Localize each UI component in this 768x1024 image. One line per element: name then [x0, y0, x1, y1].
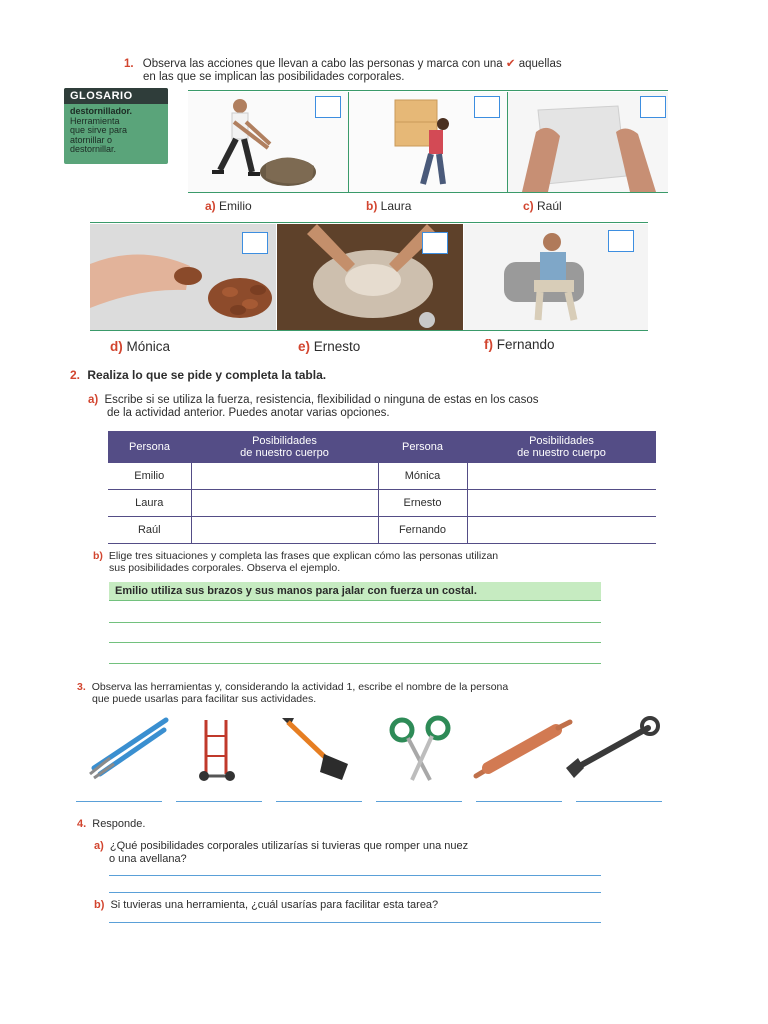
tool-answer-line[interactable] [376, 801, 462, 802]
q2b-text: Elige tres situaciones y completa las frases que explican cómo las personas utilizan [108, 550, 499, 562]
tool-answer-line[interactable] [276, 801, 362, 802]
writing-line[interactable] [109, 922, 601, 923]
header-line: Posibilidades [252, 435, 317, 447]
table-cell-persona: Emilio [108, 463, 191, 490]
checkbox-laura[interactable] [474, 96, 500, 118]
q1-text-line1-after: aquellas [518, 58, 562, 70]
header-posibilidades [191, 431, 378, 463]
caption-letter: a) [205, 199, 216, 213]
header-persona: Persona [378, 431, 467, 463]
glossary-title: GLOSARIO [64, 88, 168, 104]
caption-name: Fernando [496, 337, 555, 352]
q4a-text: ¿Qué posibilidades corporales utilizarías si tuvieras que romper una nuez [109, 840, 469, 852]
q2b-line2: sus posibilidades corporales. Observa el ejemplo. [109, 562, 341, 574]
writing-line[interactable] [109, 875, 601, 876]
scissors-icon [388, 714, 454, 784]
glossary-def-line: atornillar o [70, 134, 113, 145]
q4b-line1 [94, 899, 438, 912]
header-persona: Persona [108, 431, 191, 463]
caption-letter: d) [110, 339, 123, 354]
glossary-def-line: Herramienta [70, 115, 120, 126]
q3-line2: que puede usarlas para facilitar sus actividades. [92, 693, 317, 705]
table-cell-persona: Raúl [108, 517, 191, 544]
checkbox-fernando[interactable] [608, 230, 634, 252]
glossary-term: destornillador. [70, 106, 133, 116]
table-cell-input[interactable] [467, 490, 656, 517]
header-line: Posibilidades [529, 435, 594, 447]
writing-line[interactable] [109, 600, 601, 601]
row1-top-line [188, 90, 668, 91]
glossary-box [64, 88, 168, 164]
caption-d [110, 339, 170, 354]
shovel-icon [276, 712, 356, 784]
checkbox-raul[interactable] [640, 96, 666, 118]
table-cell-persona: Laura [108, 490, 191, 517]
caption-name: Mónica [126, 339, 171, 354]
table-row [108, 490, 656, 517]
q2b-letter: b) [93, 550, 103, 562]
table-cell-input[interactable] [467, 517, 656, 544]
caption-letter: b) [366, 199, 378, 213]
tongs-icon [80, 712, 172, 782]
possibilities-table [108, 431, 656, 544]
wrench-icon [562, 716, 662, 782]
q4b-letter: b) [94, 899, 105, 911]
tool-answer-line[interactable] [176, 801, 262, 802]
row1-bottom-line [188, 192, 668, 193]
q2a-line1 [88, 394, 538, 407]
hand-truck-icon [194, 716, 242, 784]
checkbox-monica[interactable] [242, 232, 268, 254]
q3-number: 3. [77, 681, 86, 693]
q4b-text: Si tuvieras una herramienta, ¿cuál usarías para facilitar esta tarea? [110, 899, 439, 911]
q2a-line2: de la actividad anterior. Puedes anotar varias opciones. [107, 407, 390, 419]
q4a-line2: o una avellana? [109, 853, 187, 865]
caption-letter: f) [484, 337, 493, 352]
caption-name: Ernesto [313, 339, 361, 354]
q4a-letter: a) [94, 840, 104, 852]
caption-name: Laura [380, 199, 412, 213]
q1-instruction [124, 58, 562, 71]
writing-line[interactable] [109, 892, 601, 893]
tool-answer-line[interactable] [76, 801, 162, 802]
caption-name: Raúl [537, 199, 562, 213]
q3-line1 [77, 681, 508, 693]
table-row [108, 463, 656, 490]
example-sentence: Emilio utiliza sus brazos y sus manos para jalar con fuerza un costal. [109, 582, 601, 600]
row2-top-line [90, 222, 648, 223]
caption-c [523, 199, 562, 213]
q2-number: 2. [70, 368, 81, 382]
check-icon: ✔ [505, 58, 516, 70]
writing-line[interactable] [109, 622, 601, 623]
table-cell-input[interactable] [191, 517, 378, 544]
q2a-letter: a) [88, 394, 99, 406]
table-row [108, 517, 656, 544]
glossary-def-line: que sirve para [70, 125, 128, 135]
q4-title-text: Responde. [92, 818, 146, 830]
caption-e [298, 339, 360, 354]
glossary-def-line: destornillar. [70, 144, 117, 154]
q1-text-line2: en las que se implican las posibilidades corporales. [143, 71, 405, 83]
header-line: de nuestro cuerpo [517, 447, 606, 459]
q2-title [70, 369, 326, 382]
q3-text: Observa las herramientas y, considerando la actividad 1, escribe el nombre de la persona [91, 681, 509, 693]
tool-answer-line[interactable] [476, 801, 562, 802]
caption-b [366, 199, 411, 213]
caption-name: Emilio [219, 199, 252, 213]
caption-a [205, 199, 252, 213]
q4-number: 4. [77, 818, 87, 830]
writing-line[interactable] [109, 642, 601, 643]
q4a-line1 [94, 840, 468, 853]
checkbox-emilio[interactable] [315, 96, 341, 118]
rolling-pin-icon [470, 716, 576, 784]
caption-f [484, 337, 555, 352]
table-cell-input[interactable] [191, 490, 378, 517]
caption-letter: c) [523, 199, 534, 213]
header-posibilidades [467, 431, 656, 463]
row2-bottom-line [90, 330, 648, 331]
q2b-line1 [93, 550, 498, 562]
q2-title-text: Realiza lo que se pide y completa la tabla. [87, 368, 327, 382]
tool-answer-line[interactable] [576, 801, 662, 802]
caption-letter: e) [298, 339, 311, 354]
header-line: de nuestro cuerpo [240, 447, 329, 459]
writing-line[interactable] [109, 663, 601, 664]
table-cell-input[interactable] [191, 463, 378, 490]
table-cell-persona: Ernesto [378, 490, 467, 517]
checkbox-ernesto[interactable] [422, 232, 448, 254]
q4-title [77, 818, 145, 831]
q1-text-line1: Observa las acciones que llevan a cabo las personas y marca con una [142, 58, 503, 70]
q1-number: 1. [124, 58, 134, 70]
table-cell-persona: Mónica [378, 463, 467, 490]
table-cell-persona: Fernando [378, 517, 467, 544]
q2a-text: Escribe si se utiliza la fuerza, resistencia, flexibilidad o ninguna de estas en los casos [104, 394, 539, 406]
table-cell-input[interactable] [467, 463, 656, 490]
